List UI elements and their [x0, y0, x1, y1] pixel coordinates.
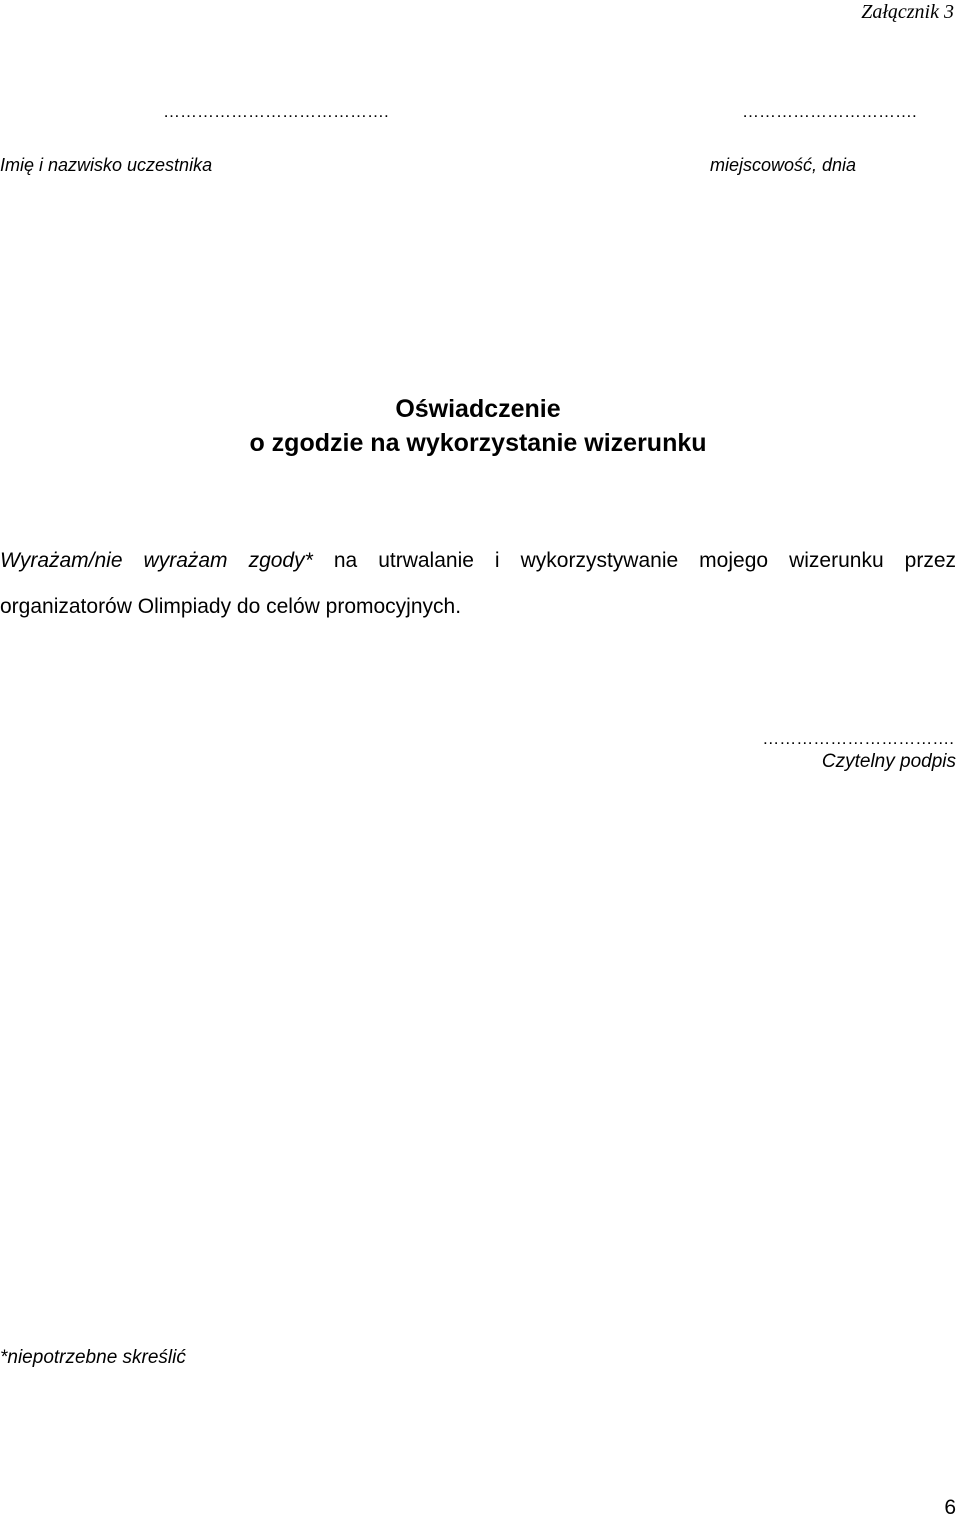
- consent-body-text: na utrwalanie i wykorzystywanie mojego wizerunku przez organizatorów Olimpiady do celów promocyjnych.: [0, 549, 956, 618]
- place-date-dots-line: ………………………….: [742, 102, 917, 121]
- participant-name-label: Imię i nazwisko uczestnika: [0, 155, 213, 175]
- name-dots-line: ………………………………….: [163, 102, 389, 121]
- title-line-2: o zgodzie na wykorzystanie wizerunku: [249, 429, 707, 457]
- title-line-1: Oświadczenie: [395, 395, 561, 423]
- consent-choice-text: Wyrażam/nie wyrażam zgody*: [0, 549, 313, 572]
- signature-dots-line: …………………………….: [762, 729, 954, 748]
- consent-statement: [0, 538, 956, 630]
- page-number: 6: [944, 1496, 956, 1519]
- document-title: [0, 392, 956, 460]
- signature-label: Czytelny podpis: [821, 751, 956, 772]
- place-date-label: miejscowość, dnia: [710, 155, 857, 175]
- footnote: *niepotrzebne skreślić: [0, 1347, 186, 1368]
- attachment-label: Załącznik 3: [861, 1, 954, 23]
